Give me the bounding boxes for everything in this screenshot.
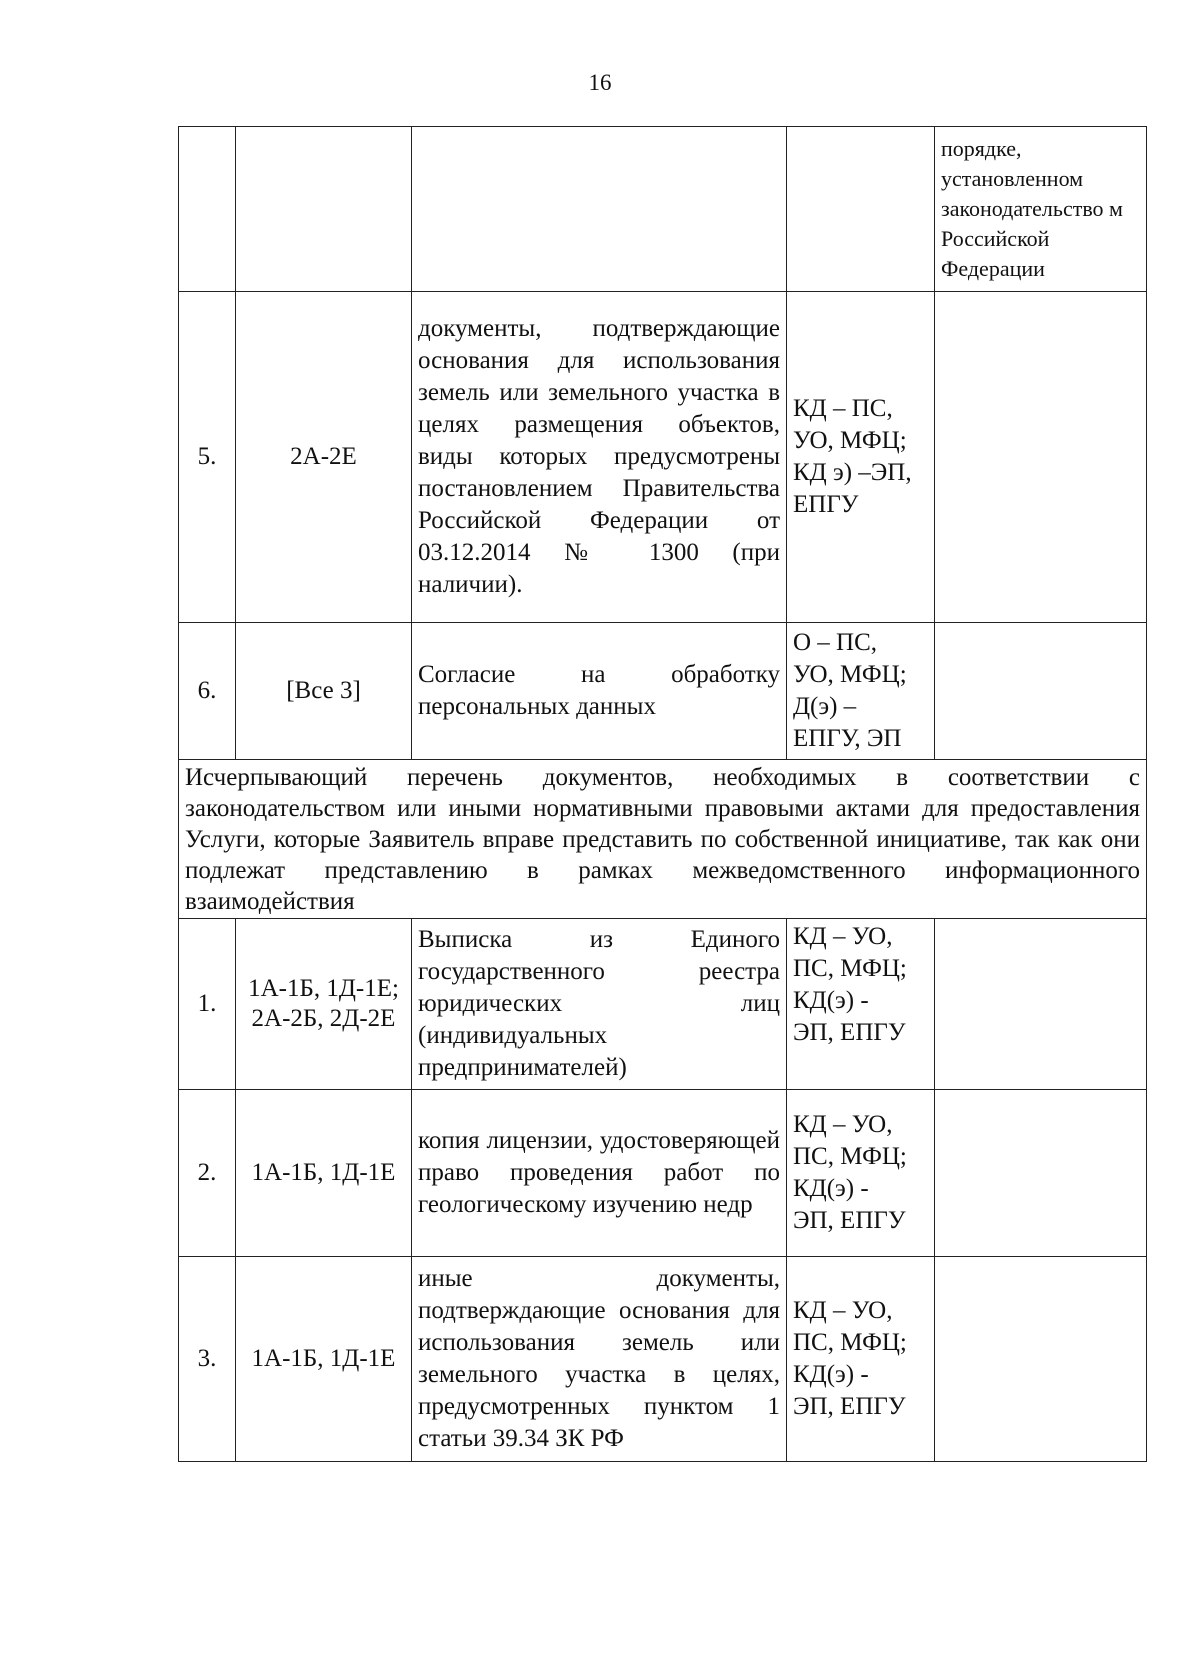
method-line: ЭП, ЕПГУ — [793, 1019, 906, 1046]
method-line: КД – ПС, — [793, 395, 893, 422]
table-row — [179, 127, 1147, 292]
applicant-category-code: 1А-1Б, 1Д-1Е — [236, 1090, 412, 1257]
table-row — [179, 1257, 1147, 1462]
method-line: Д(э) – — [793, 693, 857, 720]
method-line: КД(э) - — [793, 1175, 869, 1202]
method-line: ЭП, ЕПГУ — [793, 1393, 906, 1420]
method-line: КД – УО, — [793, 923, 893, 950]
document-description: копия лицензии, удостоверяющей право проведения работ по геологическому изучению недр — [412, 1090, 787, 1257]
method-line: О – ПС, — [793, 629, 878, 656]
table-row — [179, 623, 1147, 760]
method-line: КД(э) - — [793, 987, 869, 1014]
note-cell — [935, 1257, 1147, 1462]
submission-method — [787, 1257, 935, 1462]
note-cell — [935, 1090, 1147, 1257]
document-description: иные документы, подтверждающие основания для использования земель или земельного участка в целях, предусмотренных пунктом 1 статьи 39.34 ЗК РФ — [412, 1257, 787, 1462]
page-number: 16 — [588, 70, 612, 95]
row-number: 6. — [179, 623, 236, 760]
section-header-row — [179, 760, 1147, 919]
method-line: ПС, МФЦ; — [793, 1143, 907, 1170]
document-description — [412, 127, 787, 292]
method-line: ЕПГУ — [793, 491, 859, 518]
method-line: КД(э) - — [793, 1361, 869, 1388]
submission-method — [787, 919, 935, 1090]
method-line: УО, МФЦ; — [793, 661, 907, 688]
document-description: документы, подтверждающие основания для использования земель или земельного участка в целях размещения объектов, виды которых предусмотрены постановлением Правительства Российской Федерации от 03.12.2014 № 1300 (при наличии). — [412, 292, 787, 623]
method-line: КД – УО, — [793, 1111, 893, 1138]
submission-method — [787, 127, 935, 292]
applicant-category-code: [Все 3] — [236, 623, 412, 760]
row-number: 5. — [179, 292, 236, 623]
submission-method — [787, 623, 935, 760]
note-cell: порядке, установленном законодательство м Российской Федерации — [935, 127, 1147, 292]
method-line: КД – УО, — [793, 1297, 893, 1324]
applicant-category-code: 1А-1Б, 1Д-1Е — [236, 1257, 412, 1462]
method-line: УО, МФЦ; — [793, 427, 907, 454]
section-header: Исчерпывающий перечень документов, необходимых в соответствии с законодательством или иными нормативными правовыми актами для предоставления Услуги, которые Заявитель вправе представить по собственной инициативе, так как они подлежат представлению в рамках межведомственного информационного взаимодействия — [179, 760, 1147, 919]
method-line: ПС, МФЦ; — [793, 955, 907, 982]
row-number: 3. — [179, 1257, 236, 1462]
row-number: 1. — [179, 919, 236, 1090]
submission-method — [787, 1090, 935, 1257]
submission-method — [787, 292, 935, 623]
document-description: Выписка из Единого государственного реестра юридических лиц (индивидуальных предпринимателей) — [412, 919, 787, 1090]
applicant-category-code: 2А-2Е — [236, 292, 412, 623]
method-line: КД э) –ЭП, — [793, 459, 912, 486]
note-cell — [935, 919, 1147, 1090]
table-row — [179, 919, 1147, 1090]
note-cell — [935, 623, 1147, 760]
note-cell — [935, 292, 1147, 623]
table-row — [179, 292, 1147, 623]
documents-table — [178, 126, 1147, 1462]
applicant-category-code: 1А-1Б, 1Д-1Е; 2А-2Б, 2Д-2Е — [236, 919, 412, 1090]
row-number: 2. — [179, 1090, 236, 1257]
applicant-category-code — [236, 127, 412, 292]
method-line: ЕПГУ, ЭП — [793, 725, 902, 752]
row-number — [179, 127, 236, 292]
method-line: ЭП, ЕПГУ — [793, 1207, 906, 1234]
document-description: Согласие на обработку персональных данных — [412, 623, 787, 760]
method-line: ПС, МФЦ; — [793, 1329, 907, 1356]
table-row — [179, 1090, 1147, 1257]
